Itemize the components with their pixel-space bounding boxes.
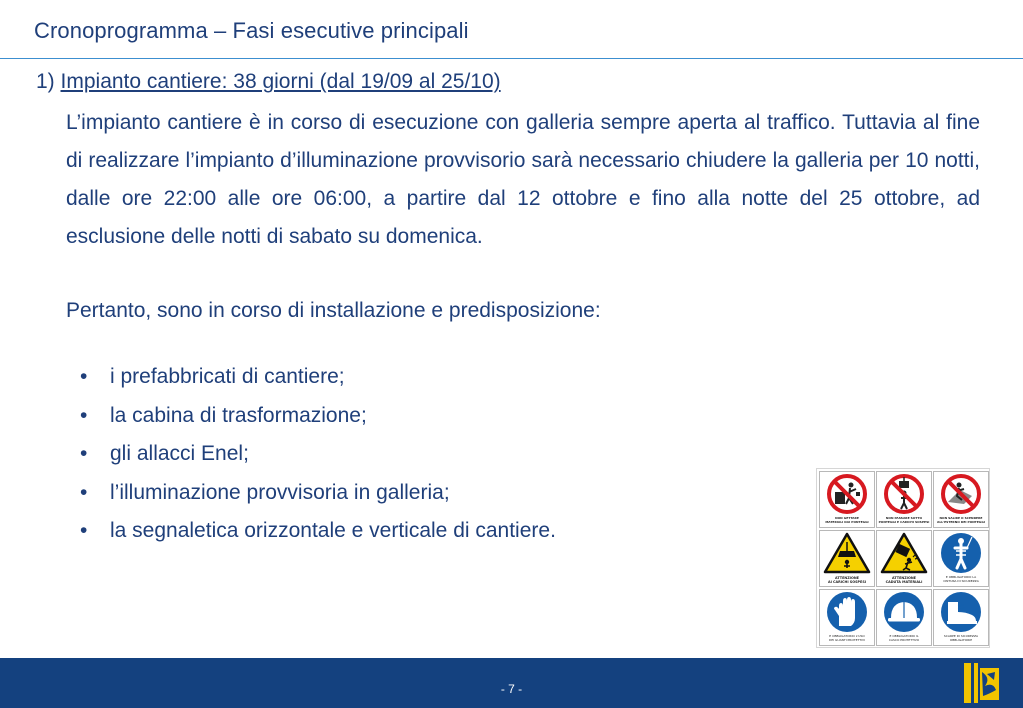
list-item-text: i prefabbricati di cantiere; (110, 365, 345, 388)
sign-caption: ATTENZIONE CADUTA MATERIALI (885, 576, 923, 585)
footer-bar (0, 658, 1023, 708)
company-logo-icon (961, 660, 1005, 706)
bullet-icon: • (80, 442, 88, 465)
section-heading-text: Impianto cantiere: 38 giorni (dal 19/09 al 25/10) (60, 70, 501, 93)
sign-safety-boots (933, 589, 989, 646)
sign-no-climbing (933, 471, 989, 528)
safety-signs-panel (816, 468, 990, 648)
sign-safety-harness (933, 530, 989, 587)
sign-caption: SCARPE DI SICUREZZA OBBLIGATORIE (943, 635, 979, 642)
list-item-text: la segnaletica orizzontale e verticale di cantiere. (110, 519, 556, 542)
sign-caption: È OBBLIGATORIO LA CINTURA DI SICUREZZA (943, 576, 979, 583)
list-item-text: la cabina di trasformazione; (110, 403, 367, 427)
list-item (80, 358, 556, 397)
list-item-text: l’illuminazione provvisoria in galleria; (110, 480, 450, 504)
sign-hard-hat (876, 589, 932, 646)
bullet-icon: • (80, 519, 88, 542)
installation-list (80, 358, 556, 551)
page-number: - 7 - (500, 682, 523, 696)
sign-suspended-loads (819, 530, 875, 587)
slide-title: Cronoprogramma – Fasi esecutive principali (34, 18, 469, 43)
sign-gloves (819, 589, 875, 646)
sign-caption: È OBBLIGATORIO IL CASCO PROTETTIVO (888, 635, 920, 642)
bullet-icon: • (80, 365, 88, 388)
sign-caption: NON GETTARE MATERIALI DAI PONTEGGI (825, 517, 869, 524)
sign-no-throwing (819, 471, 875, 528)
sign-caption: È OBBLIGATORIO L'USO DEI GUANTI PROTETTIVI (829, 635, 865, 642)
section-heading (36, 70, 501, 94)
list-item (80, 512, 556, 551)
sign-no-passing (876, 471, 932, 528)
intro-paragraph: Pertanto, sono in corso di installazione e predisposizione: (66, 299, 601, 322)
sign-falling-materials (876, 530, 932, 587)
list-item (80, 397, 556, 436)
bullet-icon: • (80, 403, 88, 427)
list-item (80, 435, 556, 474)
description-paragraph: L’impianto cantiere è in corso di esecuzione con galleria sempre aperta al traffico. Tuttavia al fine di realizzare l’impianto d’illuminazione provvisorio sarà necessario chiudere la galleria per 10 notti, dalle ore 22:00 alle ore 06:00, a partire dal 12 ottobre e fino alla notte del 25 ottobre, ad esclusione delle notti di sabato su domenica. (66, 111, 980, 248)
list-item-text: gli allacci Enel; (110, 442, 249, 465)
sign-caption: NON SALIRE O SCENDERE ALL'ESTERNO DEI PONTEGGI (937, 517, 985, 524)
title-divider (0, 58, 1023, 59)
section-number: 1) (36, 70, 61, 93)
bullet-icon: • (80, 480, 88, 504)
sign-caption: ATTENZIONE AI CARICHI SOSPESI (827, 576, 867, 585)
sign-caption: NON PASSARE SOTTO PONTEGGI E CARICHI SOSPESI (878, 517, 930, 524)
list-item (80, 474, 556, 513)
